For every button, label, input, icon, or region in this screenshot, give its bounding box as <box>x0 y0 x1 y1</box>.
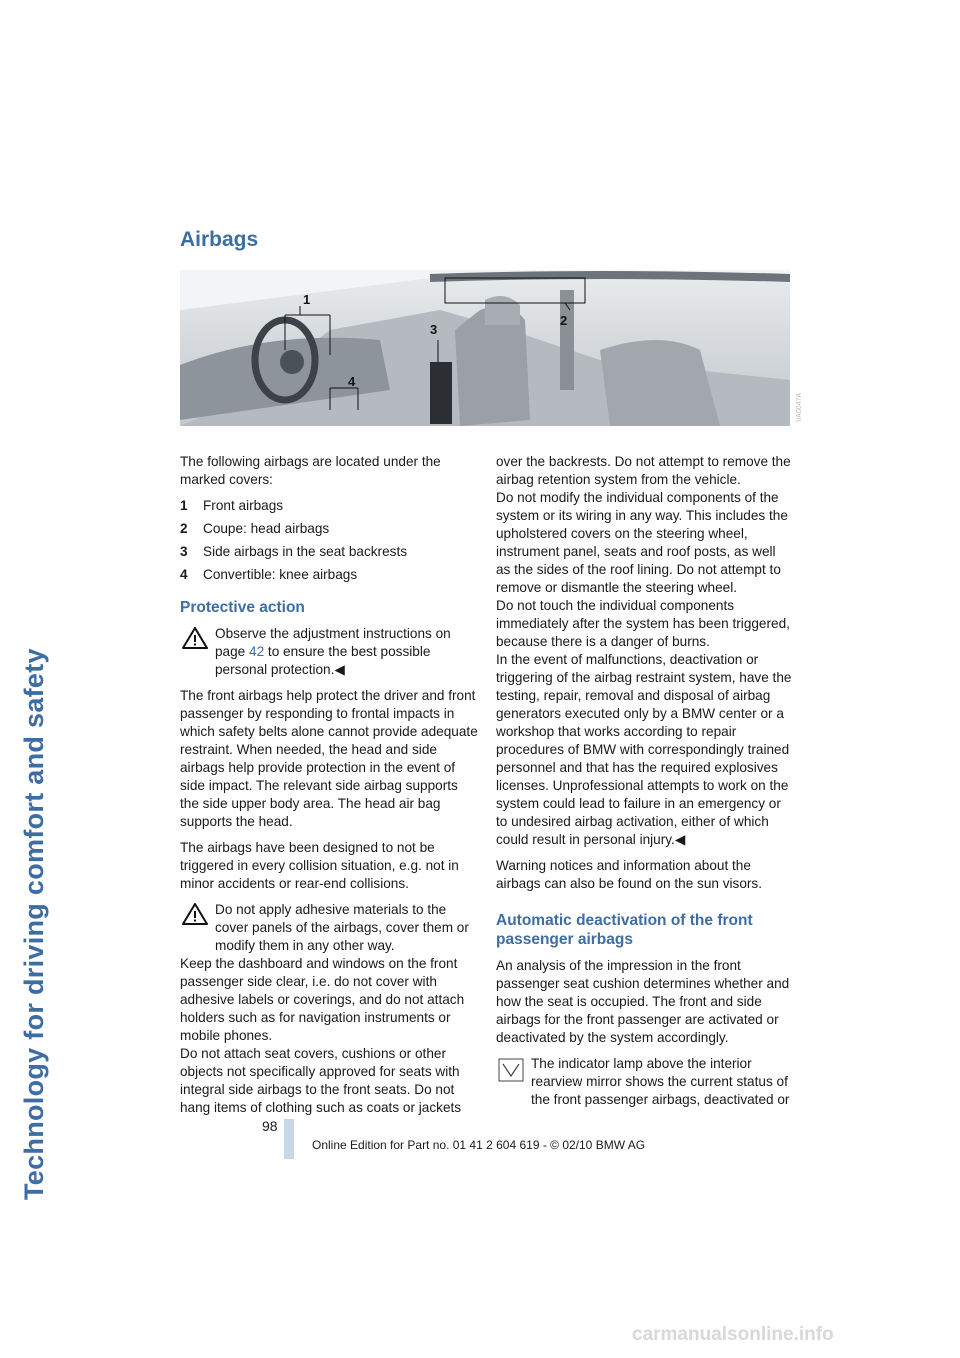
page-heading: Airbags <box>180 228 259 251</box>
footer-bar <box>284 1119 294 1159</box>
page-link[interactable]: 42 <box>249 644 265 659</box>
figure-code-text: VA0047A <box>796 392 803 422</box>
warning-text-end: to ensure the best possible personal protection.◀ <box>215 644 431 677</box>
list-text: Convertible: knee airbags <box>203 567 358 582</box>
warning-adhesive-text: Do not apply adhesive materials to the cover panels of the airbags, cover them or modify them in any other way. <box>215 902 469 953</box>
car-interior-drawing <box>180 270 790 426</box>
warning-adhesive <box>180 901 478 1117</box>
list-item <box>180 543 478 561</box>
paragraph-no-modify: Do not modify the individual components of the system or its wiring in any way. This includes the upholstered covers on the steering wheel, instrument panel, seats and roof posts, as well as the sides of the roof lining. Do not attempt to remove or dismantle the steering wheel. <box>496 490 788 595</box>
callout-2: 2 <box>560 313 568 328</box>
warning-triangle-icon <box>182 902 208 926</box>
subheading-protective-action: Protective action <box>180 599 305 616</box>
page-number: 98 <box>262 1118 278 1134</box>
list-text: Front airbags <box>203 498 284 513</box>
list-item <box>180 497 478 515</box>
paragraph-sun-visors: Warning notices and information about the airbags can also be found on the sun visors. <box>496 858 763 891</box>
chapter-side-title <box>14 648 54 1200</box>
indicator-lamp-note <box>496 1055 792 1109</box>
subheading-automatic-deactivation: Automatic deactivation of the front passenger airbags <box>496 912 753 948</box>
warning-triangle-icon <box>182 626 208 650</box>
warning-dashboard-text: Keep the dashboard and windows on the front passenger side clear, i.e. do not cover with adhesive labels or coverings, and do not attach holders such as for navigation instruments or mobile phones. <box>180 956 465 1043</box>
paragraph-malfunctions: In the event of malfunctions, deactivation or triggering of the airbag restraint system, have the testing, repair, removal and disposal of airbag generators executed only by a BMW center or a workshop that works according to repair procedures of BMW with correspondingly trained personnel and that has the required explosives licenses. Unprofessional attempts to work on the system could lead to failure in an emergency or to undesired airbag activation, either of which could result in personal injury.◀ <box>496 652 792 847</box>
paragraph-backrests: over the backrests. Do not attempt to remove the airbag retention system from the vehicle. <box>496 454 791 487</box>
figure-code <box>796 356 808 422</box>
warning-seat-covers-text: Do not attach seat covers, cushions or other objects not specifically approved for seats with integral side airbags to the front seats. Do not hang items of clothing such as coats or jackets <box>180 1046 462 1115</box>
list-item <box>180 520 478 538</box>
site-watermark: carmanualsonline.info <box>632 1324 834 1345</box>
list-text: Coupe: head airbags <box>203 521 330 536</box>
callout-1: 1 <box>303 292 311 307</box>
list-number: 3 <box>180 544 188 559</box>
left-column <box>180 453 478 1117</box>
indicator-lamp-icon <box>498 1058 524 1082</box>
intro-text: The following airbags are located under the marked covers: <box>180 454 441 487</box>
paragraph-seat-analysis: An analysis of the impression in the front passenger seat cushion determines whether and how the seat is occupied. The front and side airbags for the front passenger are activated or deactivated by the system accordingly. <box>496 958 790 1045</box>
callout-4: 4 <box>348 374 356 389</box>
paragraph-trigger: The airbags have been designed to not be triggered in every collision situation, e.g. not in minor accidents or rear-end collisions. <box>180 840 459 891</box>
warning-adjustment <box>180 625 478 679</box>
paragraph-burns: Do not touch the individual components immediately after the system has been triggered, because there is a danger of burns. <box>496 598 790 649</box>
paragraph-front-airbags: The front airbags help protect the driver and front passenger by responding to frontal impacts in which safety belts alone cannot provide adequate restraint. When needed, the head and side airbags help provide protection in the event of side impact. The relevant side airbag supports the side upper body area. The head air bag supports the head. <box>180 688 478 829</box>
list-number: 2 <box>180 521 188 536</box>
indicator-lamp-text: The indicator lamp above the interior rearview mirror shows the current status of the front passenger airbags, deactivated or <box>531 1056 790 1107</box>
list-number: 4 <box>180 567 188 582</box>
right-column <box>496 453 792 1117</box>
warning-adjustment-text <box>180 625 478 679</box>
list-item <box>180 566 478 584</box>
callout-3: 3 <box>430 322 438 337</box>
footer-edition: Online Edition for Part no. 01 41 2 604 619 - © 02/10 BMW AG <box>312 1138 646 1152</box>
chapter-side-title-text: Technology for driving comfort and safety <box>19 648 49 1200</box>
warning-text-start: Observe the adjustment instructions on page <box>215 626 451 659</box>
list-number: 1 <box>180 498 188 513</box>
list-text: Side airbags in the seat backrests <box>203 544 408 559</box>
airbag-illustration <box>180 270 790 426</box>
